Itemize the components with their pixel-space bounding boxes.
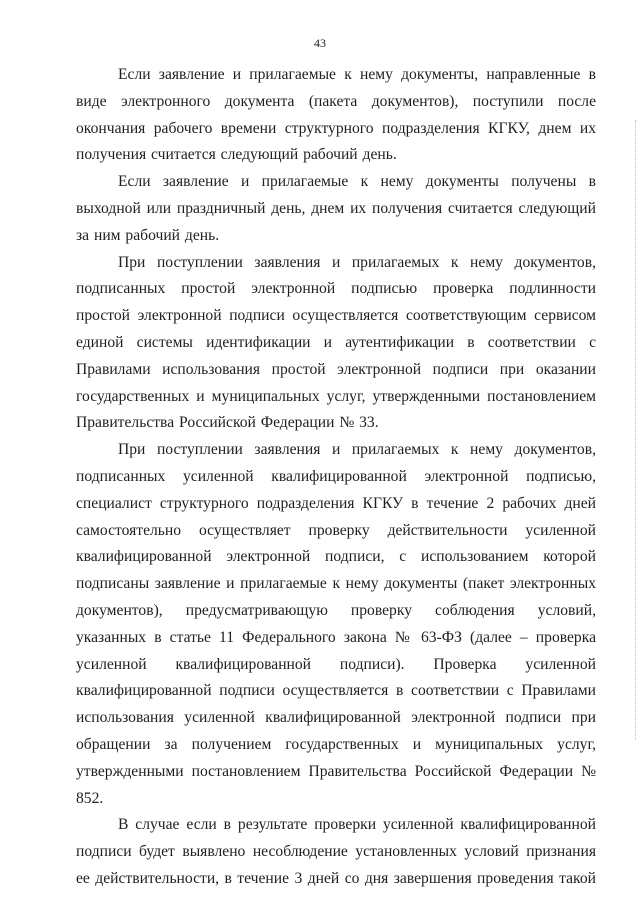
document-body <box>76 62 596 893</box>
paragraph-simple-signature-check: При поступлении заявления и прилагаемых к нему документов, подписанных простой электронной подписью проверка подлинности простой электронной подписи осуществляется соответствующим сервисом единой системы идентификации и аутентификации в соответствии с Правилами использования простой электронной подписи при оказании государственных и муниципальных услуг, утвержденными постановлением Правительства Российской Федерации № 33. <box>76 253 596 432</box>
paragraph-qualified-signature-check: При поступлении заявления и прилагаемых к нему документов, подписанных усиленной квалифицированной электронной подписью, специалист структурного подразделения КГКУ в течение 2 рабочих дней самостоятельно осуществляет проверку действительности усиленной квалифицированной электронной подписи, с использованием которой подписаны заявление и прилагаемые к нему документы (пакет электронных документов), предусматривающую проверку соблюдения условий, указанных в статье 11 Федерального закона № 63-ФЗ (далее – проверка усиленной квалифицированной подписи). Проверка усиленной квалифицированной подписи осуществляется в соответствии с Правилами использования усиленной квалифицированной электронной подписи при обращении за получением государственных и муниципальных услуг, утвержденными постановлением Правительства Российской Федерации № 852. <box>76 441 596 807</box>
paragraph-electronic-after-hours: Если заявление и прилагаемые к нему документы, направленные в виде электронного документа (пакета документов), поступили после окончания рабочего времени структурного подразделения КГКУ, днем их получения считается следующий рабочий день. <box>76 66 596 164</box>
paragraph-invalid-signature: В случае если в результате проверки усиленной квалифицированной подписи будет выявлено несоблюдение установленных условий признания ее действительности, в течение 3 дней со дня завершения проведения такой <box>76 816 596 887</box>
scan-margin-mark <box>635 120 638 740</box>
page-number: 43 <box>314 36 326 50</box>
paragraph-holiday-receipt: Если заявление и прилагаемые к нему документы получены в выходной или праздничный день, днем их получения считается следующий за ним рабочий день. <box>76 173 596 244</box>
